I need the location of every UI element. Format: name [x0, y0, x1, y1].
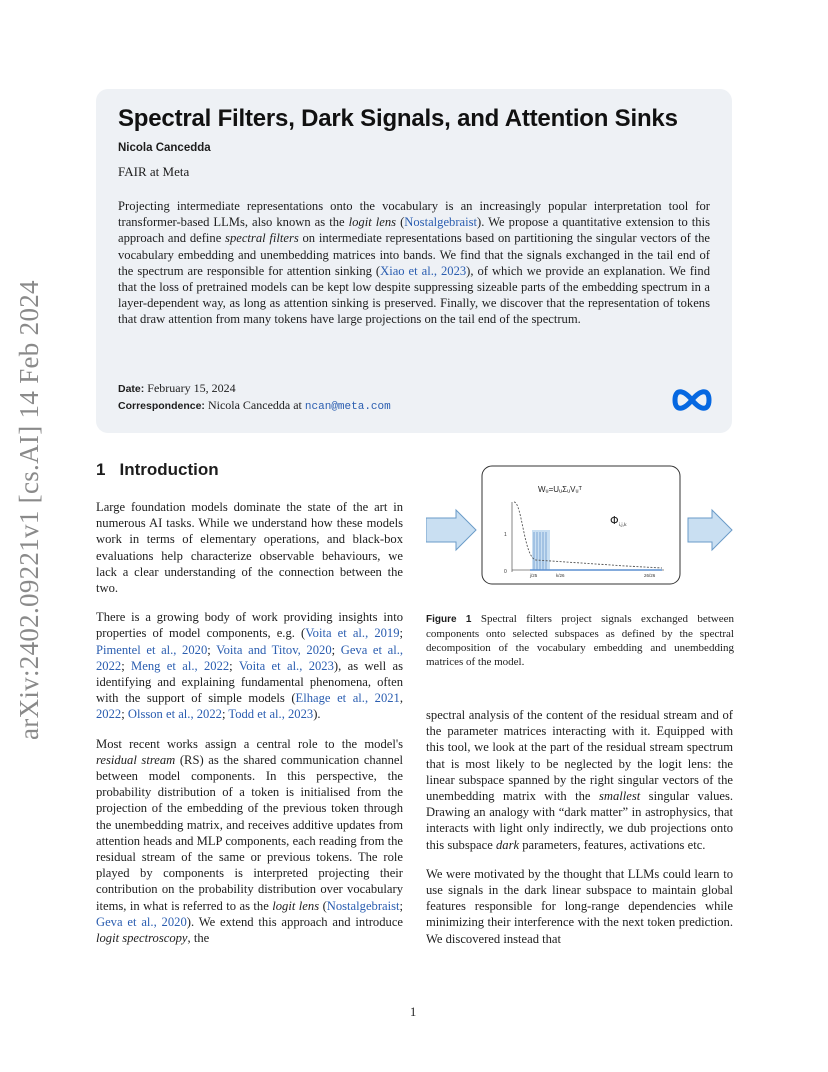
- citation-link[interactable]: Voita et al., 2019: [305, 626, 400, 641]
- date-line: Date: February 15, 2024: [118, 381, 236, 395]
- section-heading: 1 Introduction: [96, 460, 219, 479]
- citation-link[interactable]: Voita et al., 2023: [238, 658, 334, 673]
- author-name: Nicola Cancedda: [118, 142, 211, 154]
- citation-link[interactable]: 2022: [96, 707, 122, 722]
- paragraph: There is a growing body of work providing insights into properties of model components, e.g. (Voita et al., 2019; Pimentel et al., 2020; Voita and Titov, 2020; Geva et al., 2022; Meng et al., 2022; Voita et al., 2023), as well as identifying and explaining fundamental phenomena, often with the support of simple models (Elhage et al., 2021, 2022; Olsson et al., 2022; Todd et al., 2023).: [96, 610, 404, 722]
- paragraph: Most recent works assign a central role to the model's residual stream (RS) as the shared communication channel between model components. In this perspective, the probability distribution of a token is initialised from the projection of the embedding of the previous token through the unembedding matrix, and receives additive updates from attention heads and MLP components, each reading from the residual stream of the same or previous tokens. The role played by components is interpreted projecting their contribution on the probability distribution over vocabulary items, in what is referred to as the logit lens (Nostalgebraist; Geva et al., 2020). We extend this approach and introduce logit spectroscopy, the: [96, 736, 404, 946]
- citation-link[interactable]: Todd et al., 2023: [228, 707, 314, 722]
- email-link[interactable]: ncan@meta.com: [304, 401, 391, 413]
- band-shade: [532, 530, 550, 570]
- input-arrow-icon: [426, 510, 476, 550]
- citation-link[interactable]: Geva et al., 2020: [96, 914, 187, 929]
- citation-link[interactable]: Nostalgebraist: [404, 215, 478, 230]
- left-column: [96, 499, 403, 959]
- citation-link[interactable]: Voita and Titov, 2020: [216, 642, 332, 657]
- meta-logo-icon: [670, 387, 714, 413]
- figure-caption: Figure 1 Spectral filters project signals exchanged between components onto selected subspaces as defined by the spectral decomposition of the vocabulary embedding and unembedding matrices of the model.: [426, 613, 734, 668]
- citation-link[interactable]: Geva et al., 2022: [96, 642, 403, 673]
- affiliation: FAIR at Meta: [118, 164, 190, 179]
- tick-label: k/26: [556, 573, 565, 578]
- arxiv-stamp: arXiv:2402.09221v1 [cs.AI] 14 Feb 2024: [14, 280, 44, 740]
- tick-label: j/25: [530, 573, 538, 578]
- citation-link[interactable]: Pimentel et al., 2020: [96, 642, 208, 657]
- y-zero-label: 0: [504, 569, 507, 575]
- paper-title: Spectral Filters, Dark Signals, and Attention Sinks: [118, 105, 678, 132]
- citation-link[interactable]: Xiao et al., 2023: [380, 263, 467, 278]
- correspondence-line: Correspondence: Nicola Cancedda at ncan@meta.com: [118, 398, 391, 413]
- tick-label: 26/26: [644, 573, 656, 578]
- right-column: [426, 707, 733, 960]
- citation-link[interactable]: Nostalgebraist: [326, 898, 400, 913]
- paragraph: spectral analysis of the content of the residual stream and of the parameter matrices interacting with it. Equipped with this tool, we look at the part of the residual stream spectrum that is most likely to be neglected by the logit lens: the linear subspace spanned by the right singular vectors of the unembedding matrix with the smallest singular values. Drawing an analogy with “dark matter” in astrophysics, that interacts with light only indirectly, we dub projections onto this subspace dark parameters, features, activations etc.: [426, 708, 733, 852]
- citation-link[interactable]: Olsson et al., 2022: [127, 707, 222, 722]
- page-number: 1: [410, 1005, 417, 1019]
- citation-link[interactable]: Elhage et al., 2021: [295, 691, 400, 706]
- citation-link[interactable]: Meng et al., 2022: [131, 658, 230, 673]
- header-box: [96, 89, 732, 433]
- output-arrow-icon: [688, 510, 732, 550]
- abstract: Projecting intermediate representations onto the vocabulary is an increasingly popular interpretation tool for transformer-based LLMs, also known as the logit lens (Nostalgebraist). We propose a quantitative extension to this approach and define spectral filters on intermediate representations based on partitioning the singular vectors of the vocabulary embedding and unembedding matrices into bands. We find that the signals exchanged in the tail end of the spectrum are responsible for attention sinking (Xiao et al., 2023), of which we provide an explanation. We find that the loss of pretrained models can be kept low despite suppressing sizeable parts of the embedding spectrum in a layer-dependent way, as long as attention sinking is preserved. Finally, we discover that the representation of tokens that draw attention from many tokens have large projections on the tail end of the spectrum.: [118, 199, 711, 327]
- equation-label: Wᵤ=UᵤΣᵤVᵤᵀ: [538, 485, 582, 494]
- y-top-label: 1: [504, 532, 507, 538]
- paragraph: We were motivated by the thought that LLMs could learn to use signals in the dark linear subspace to maintain global features responsible for long-range dependencies while minimizing their interference with the next token prediction. We discovered instead that: [426, 866, 733, 946]
- paragraph: Large foundation models dominate the state of the art in numerous AI tasks. While we understand how these models work in terms of elementary operations, and black-box evaluations help characterize observable behaviours, we lack a clear understanding of the connection between the two.: [96, 500, 403, 596]
- phi-symbol: Φi,j,k: [610, 514, 627, 528]
- figure-1-diagram: [426, 462, 736, 592]
